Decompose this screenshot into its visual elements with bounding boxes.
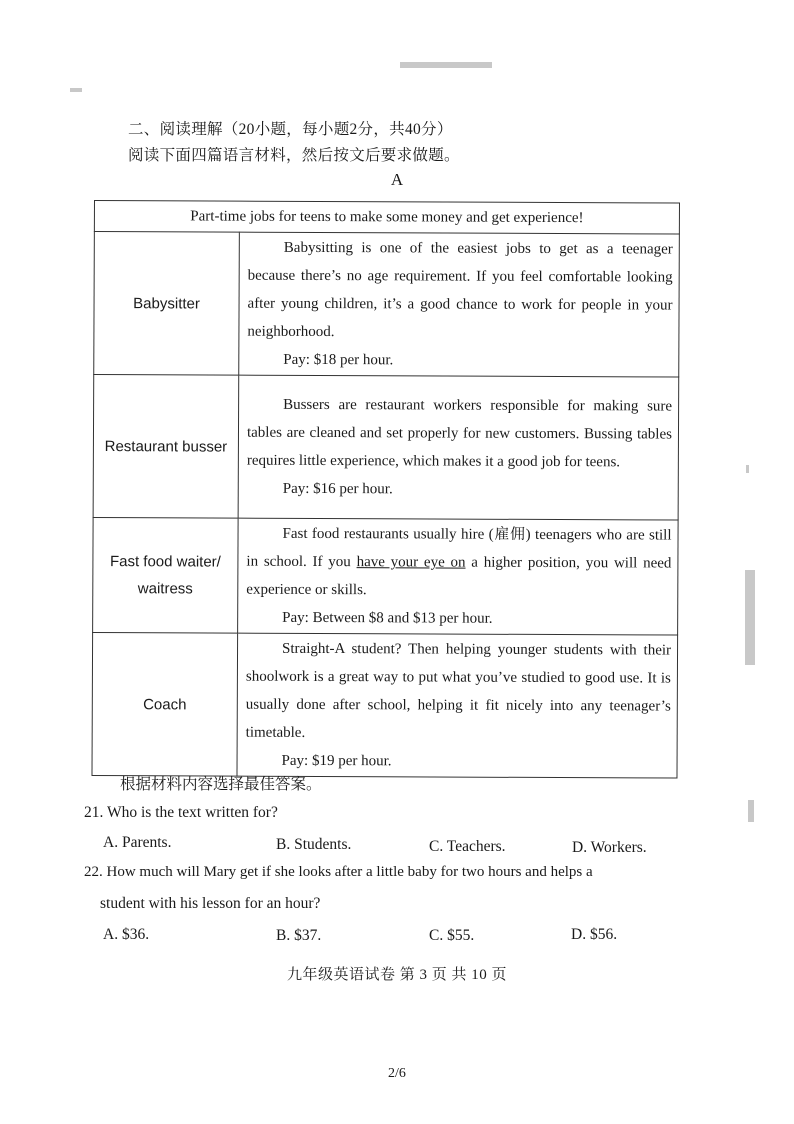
table-row [93,375,679,521]
job-description-cell [237,633,678,778]
job-name-line: waitress [137,580,193,598]
job-description-part: Fast food restaurants usually hire (雇佣) teenagers who are still in school. If you [246,525,672,571]
scan-smudge-right-2 [748,800,754,822]
job-name [92,632,238,776]
job-pay: Pay: $18 per hour. [283,351,394,369]
job-description [246,520,671,606]
table-title-row [94,201,679,235]
table-title: Part-time jobs for teens to make some money and get experience! [94,201,679,235]
answer-option: C. Teachers. [429,838,506,855]
scan-smudge-right-1 [745,570,755,665]
table-row [94,232,680,378]
passage-letter: A [390,170,404,189]
question-stem: 21. Who is the text written for? [84,804,278,821]
job-pay: Pay: Between $8 and $13 per hour. [282,609,493,627]
jobs-table [91,200,680,779]
job-description-part: a higher position, you will need experience or skills. [246,554,672,599]
question-stem-continuation: student with his lesson for an hour? [100,895,321,912]
answer-option: A. $36. [103,926,150,943]
question-stem: 22. How much will Mary get if she looks after a little baby for two hours and helps a [84,864,593,880]
job-description-cell [239,232,680,377]
job-pay: Pay: $19 per hour. [281,752,392,770]
answer-prompt: 根据材料内容选择最佳答案。 [120,776,322,793]
answer-option: C. $55. [429,927,475,944]
table-row [93,517,678,635]
job-pay: Pay: $16 per hour. [282,480,393,498]
underlined-phrase: have your eye on [356,554,466,571]
job-name [93,517,239,633]
scan-smudge-right-3 [746,465,749,473]
answer-option: B. Students. [276,836,352,853]
answer-option: D. Workers. [572,839,647,856]
answer-option: A. Parents. [103,834,172,851]
table-row [92,632,678,778]
job-description: Bussers are restaurant workers responsible for making sure tables are cleaned and set properly for new customers. Bussing tables requires little experience, which makes it a good job for teens. [246,396,673,471]
answer-option: D. $56. [571,926,618,943]
job-description-cell [238,518,678,635]
page-footer: 九年级英语试卷 第 3 页 共 10 页 [286,967,507,983]
job-name-line: Coach [143,695,187,713]
section-heading: 二、阅读理解（20小题，每小题2分，共40分） [128,121,453,138]
job-name-line: Restaurant busser [104,437,228,456]
answer-option: B. $37. [276,927,322,944]
scan-smudge-corner [70,88,82,92]
job-name [93,375,239,519]
job-name-line: Babysitter [133,294,200,312]
scan-smudge-top [400,62,492,68]
job-description: Babysitting is one of the easiest jobs to get as a teenager because there’s no age requirement. If you feel comfortable looking after young children, it’s a good chance to work for people in your neighborhood. [247,239,673,341]
job-name [94,232,240,376]
job-name-line: Fast food waiter/ [109,553,221,571]
job-description: Straight-A student? Then helping younger students with their shoolwork is a great way to put what you’ve studied to good use. It is usually done after school, helping it fit nicely into any teenager’s timetable. [245,640,672,741]
section-instructions: 阅读下面四篇语言材料，然后按文后要求做题。 [128,147,460,164]
page-number: 2/6 [388,1066,406,1081]
job-description-cell [238,375,679,520]
